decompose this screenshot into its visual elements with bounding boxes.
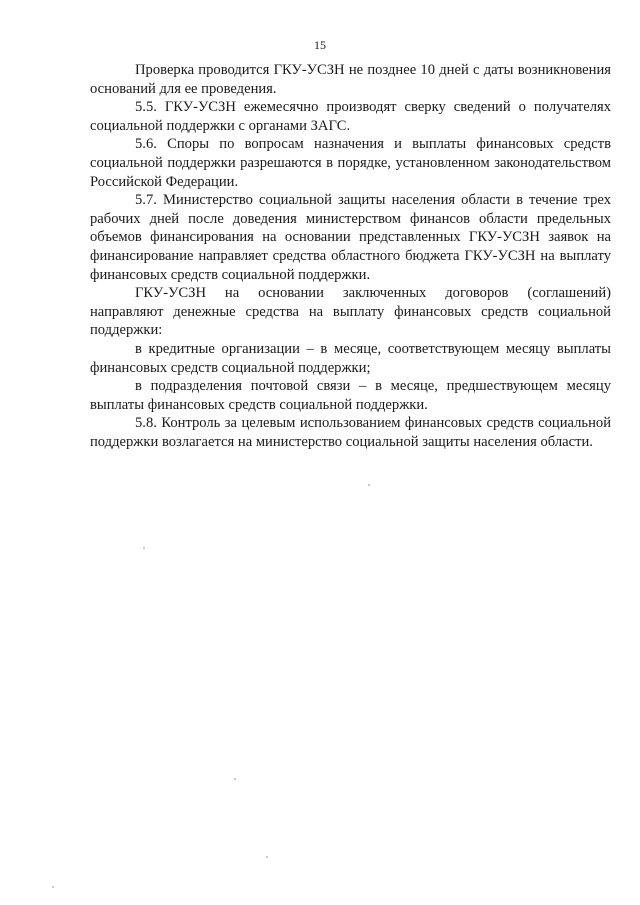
document-body — [90, 61, 611, 451]
paragraph-5-5: 5.5. ГКУ-УСЗН ежемесячно производят сверку сведений о получателях социальной поддержки с органами ЗАГС. — [90, 99, 611, 134]
paragraph-funds-transfer: ГКУ-УСЗН на основании заключенных договоров (соглашений) направляют денежные средства на выплату финансовых средств социальной поддержки: — [90, 285, 611, 339]
scan-speck — [52, 886, 54, 888]
scan-speck — [234, 778, 236, 780]
paragraph-postal-offices: в подразделения почтовой связи – в месяце, предшествующем месяцу выплаты финансовых средств социальной поддержки. — [90, 378, 611, 413]
paragraph-inspection-deadline: Проверка проводится ГКУ-УСЗН не позднее 10 дней с даты возникновения оснований для ее проведения. — [90, 62, 611, 97]
paragraph-credit-organizations: в кредитные организации – в месяце, соответствующем месяцу выплаты финансовых средств социальной поддержки; — [90, 340, 611, 376]
paragraph-5-6: 5.6. Споры по вопросам назначения и выплаты финансовых средств социальной поддержки разрешаются в порядке, установленном законодательством Российской Федерации. — [90, 136, 611, 190]
paragraph-5-8: 5.8. Контроль за целевым использованием финансовых средств социальной поддержки возлагается на министерство социальной защиты населения области. — [90, 415, 611, 450]
paragraph-5-7: 5.7. Министерство социальной защиты населения области в течение трех рабочих дней после доведения министерством финансов области предельных объемов финансирования на основании представленных ГКУ-УСЗН заявок на финансирование направляет средства областного бюджета ГКУ-УСЗН на выплату финансовых средств социальной поддержки. — [90, 192, 611, 283]
scan-speck — [143, 547, 145, 549]
scan-speck — [266, 856, 268, 858]
page-number: 15 — [314, 38, 326, 52]
scan-speck — [368, 484, 370, 486]
